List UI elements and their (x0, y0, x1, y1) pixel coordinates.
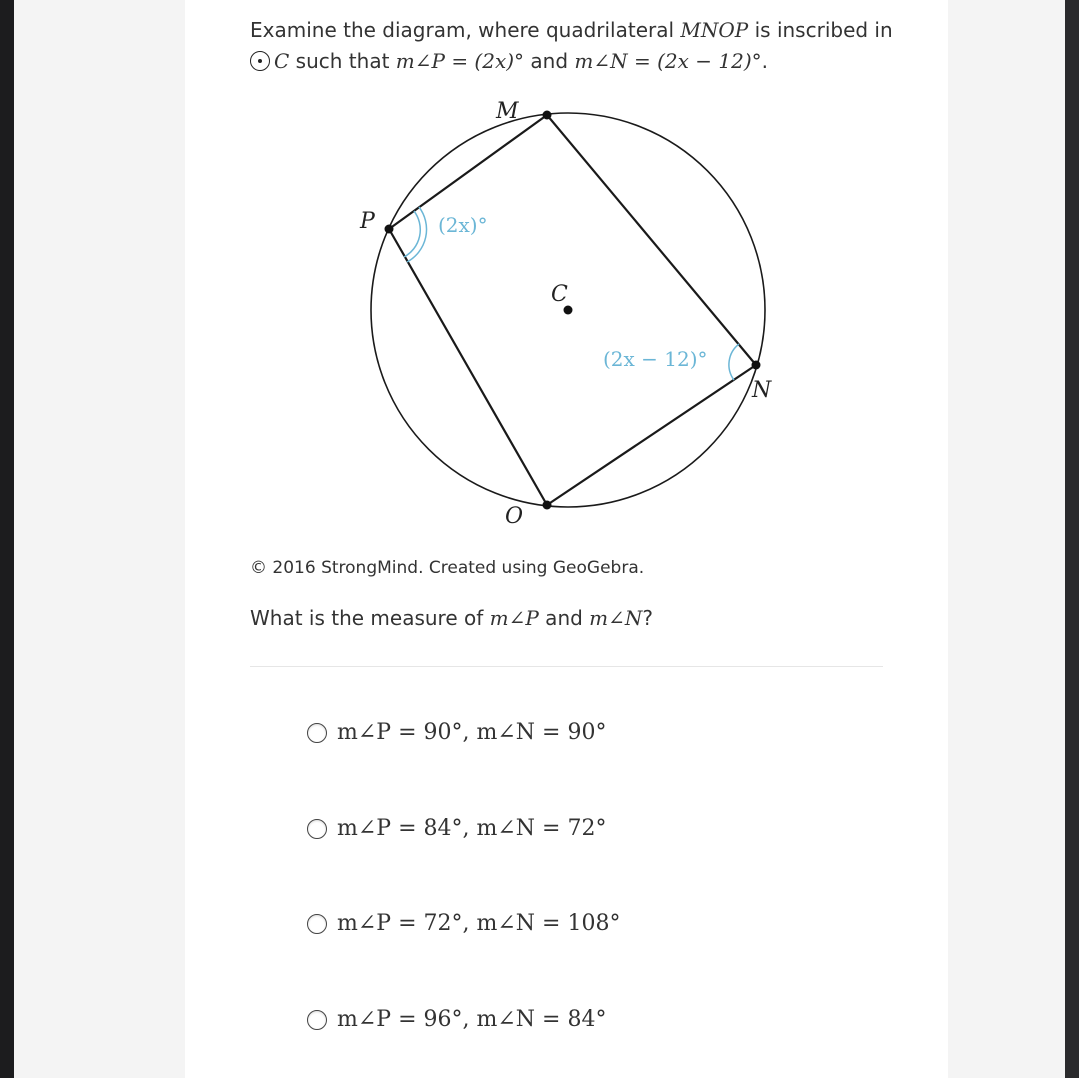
prompt-angle-n: m∠N (589, 606, 643, 630)
left-frame-bar (0, 0, 14, 1078)
vertex-p (385, 225, 394, 234)
radio-button[interactable] (307, 914, 327, 934)
label-o: O (505, 504, 524, 529)
prompt-angle-p: m∠P (489, 606, 539, 630)
vertex-o (543, 501, 552, 510)
angle-n-arc (729, 344, 739, 380)
option-label: m∠P = 72°, m∠N = 108° (337, 911, 621, 936)
copyright-text: © 2016 StrongMind. Created using GeoGebra. (250, 558, 645, 578)
option-label: m∠P = 84°, m∠N = 72° (337, 816, 607, 841)
intro-end: . (761, 49, 768, 73)
label-p: P (360, 209, 375, 234)
intro-and: and (524, 49, 575, 73)
angle-n-label: (2x − 12)° (603, 347, 708, 371)
label-c: C (551, 282, 568, 307)
prompt-text: What is the measure of (250, 606, 490, 630)
answer-option-2[interactable] (307, 816, 606, 841)
radio-button[interactable] (307, 723, 327, 743)
circle-name: C (274, 49, 290, 73)
angle-n-expression: m∠N = (2x − 12)° (574, 49, 762, 73)
vertex-n (752, 361, 761, 370)
question-prompt (250, 606, 653, 630)
vertex-m (543, 111, 552, 120)
inscribed-quadrilateral-diagram (340, 90, 800, 540)
circle-dot-icon (250, 51, 270, 71)
label-n: N (752, 378, 772, 403)
prompt-and: and (538, 606, 590, 630)
question-text-line2 (250, 49, 768, 73)
option-label: m∠P = 96°, m∠N = 84° (337, 1007, 607, 1032)
radio-button[interactable] (307, 1010, 327, 1030)
angle-p-arc-inner (404, 211, 420, 257)
intro-text-3: such that (289, 49, 396, 73)
angle-p-expression: m∠P = (2x)° (395, 49, 525, 73)
intro-text-2: is inscribed in (748, 18, 893, 42)
answer-option-1[interactable] (307, 720, 606, 745)
intro-text: Examine the diagram, where quadrilateral (250, 18, 681, 42)
label-m: M (496, 99, 519, 124)
right-frame-bar (1065, 0, 1079, 1078)
divider (250, 666, 883, 667)
angle-p-label: (2x)° (438, 213, 488, 237)
quad-name: MNOP (680, 18, 749, 42)
question-text-line1 (250, 18, 893, 42)
option-label: m∠P = 90°, m∠N = 90° (337, 720, 607, 745)
answer-option-4[interactable] (307, 1007, 606, 1032)
answer-option-3[interactable] (307, 911, 620, 936)
radio-button[interactable] (307, 819, 327, 839)
prompt-end: ? (642, 606, 654, 630)
